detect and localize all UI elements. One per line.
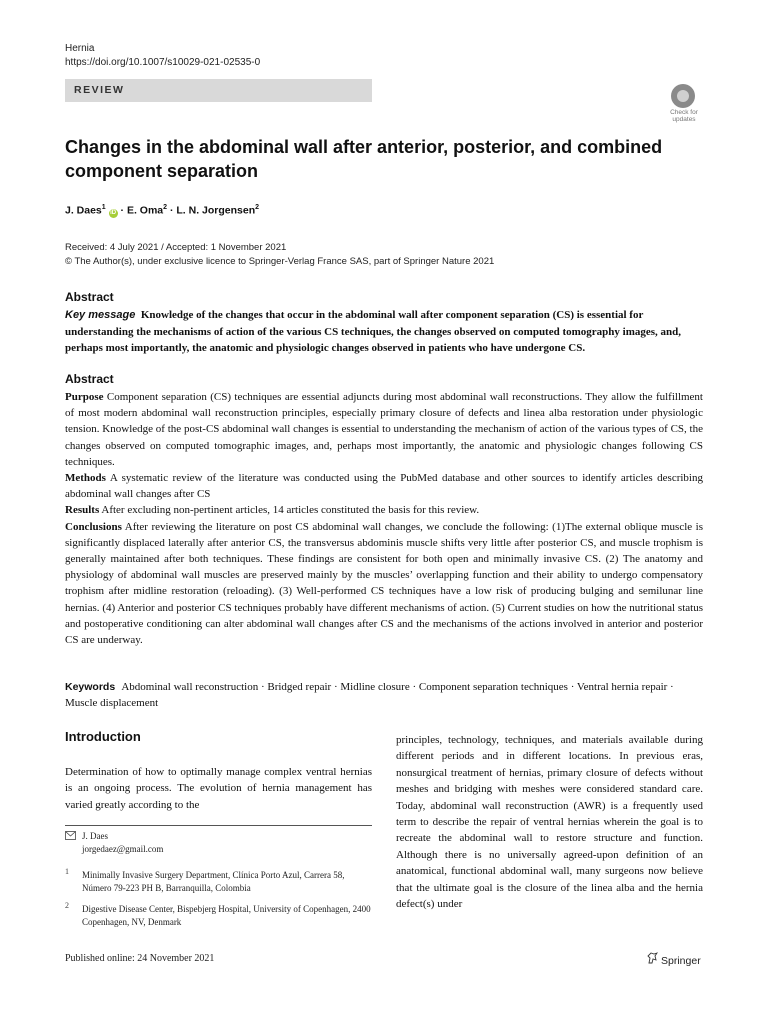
author-2[interactable]: · E. Oma xyxy=(117,204,164,217)
keywords-section xyxy=(65,679,705,711)
badge-line-1: Check for xyxy=(670,109,698,116)
introduction-heading: Introduction xyxy=(65,729,141,744)
article-type-label: REVIEW xyxy=(74,84,125,96)
received-accepted: Received: 4 July 2021 / Accepted: 1 November 2021 xyxy=(65,242,287,253)
copyright-line: © The Author(s), under exclusive licence to Springer-Verlag France SAS, part of Springer Nature 2021 xyxy=(65,256,495,267)
author-1-affiliation: 1 xyxy=(101,204,106,211)
results-text: After excluding non-pertinent articles, 14 articles constituted the basis for this review. xyxy=(101,504,480,517)
publisher-logo xyxy=(647,952,701,967)
affiliation-1-mark: 1 xyxy=(65,867,69,876)
affiliation-1: Minimally Invasive Surgery Department, Clínica Porto Azul, Carrera 58, Número 79-223 PH B, Barranquilla, Colombia xyxy=(82,870,345,893)
key-message-text: Knowledge of the changes that occur in the abdominal wall after component separation (CS) is essential for understanding the mechanisms of action of the various CS techniques, the changes observed on computed tomography images, and, perhaps most importantly, the anatomic and physiologic changes observed in patients who have undergone CS. xyxy=(65,309,682,354)
abstract-heading: Abstract xyxy=(65,290,114,304)
introduction-right-column: principles, technology, techniques, and materials available during different periods and in different locations. In previous eras, nonsurgical treatment of hernias, primary closure of defects without meshes and bridging with meshes were considered standard care. Today, abdominal wall reconstruction (AWR) is a frequently used term to describe the repair of ventral hernias wherein the goal is to recreate the abdominal wall to restore structure and function. Although there is no universally agreed-upon definition of an anatomical, functional abdominal wall, many surgeons now believe that the ultimate goal is the closure of the linea alba and the hernia defect(s) under xyxy=(396,734,703,911)
affiliation-2: Digestive Disease Center, Bispebjerg Hospital, University of Copenhagen, 2400 Copenhagen, NV, Denmark xyxy=(82,904,371,927)
author-3-affiliation: 2 xyxy=(255,204,260,211)
corresponding-name: J. Daes xyxy=(82,831,108,841)
key-message xyxy=(65,307,703,357)
check-for-updates-badge[interactable] xyxy=(664,84,704,124)
purpose-label: Purpose xyxy=(65,391,104,403)
keywords-text: Abdominal wall reconstruction · Bridged repair · Midline closure · Component separation techniques · Ventral hernia repair · Muscle displacement xyxy=(65,681,674,709)
publisher-name: Springer xyxy=(661,955,701,967)
springer-horse-icon xyxy=(647,952,658,967)
author-list xyxy=(65,204,259,218)
abstract-body xyxy=(65,389,703,648)
doi-link[interactable]: https://doi.org/10.1007/s10029-021-02535-0 xyxy=(65,57,261,68)
conclusions-label: Conclusions xyxy=(65,520,122,533)
purpose-text: Component separation (CS) techniques are essential adjuncts during most abdominal wall reconstructions. They allow the fulfillment of most modern abdominal wall reconstruction principles, especially primary closure of defects and linea alba restoration under physiologic tension. Knowledge of the post-CS abdominal wall changes is essential to understanding the mechanism of action of the various types of CS, the changes observed on computed tomographic images, and, perhaps most importantly, the anatomic and physiologic changes following CS techniques. xyxy=(65,391,703,468)
badge-line-2: updates xyxy=(672,116,696,123)
key-message-label: Key message xyxy=(65,309,136,321)
abstract-results xyxy=(65,502,703,518)
check-updates-icon xyxy=(671,84,695,108)
author-3[interactable]: · L. N. Jorgensen xyxy=(167,204,256,217)
orcid-icon[interactable]: iD xyxy=(110,209,117,216)
keywords-label: Keywords xyxy=(65,681,116,693)
methods-text: A systematic review of the literature was conducted using the PubMed database and other sources to identify articles describing abdominal wall changes after CS xyxy=(65,472,703,501)
introduction-left-column: Determination of how to optimally manage complex ventral hernias is an ongoing process. The evolution of hernia management has varied greatly according to the xyxy=(65,766,372,811)
author-2-affiliation: 2 xyxy=(163,204,168,211)
abstract-conclusions xyxy=(65,519,703,649)
footnote-divider xyxy=(65,825,372,826)
mail-icon xyxy=(65,831,76,844)
results-label: Results xyxy=(65,504,100,517)
publication-dates xyxy=(65,241,494,269)
abstract-purpose xyxy=(65,389,703,470)
published-online: Published online: 24 November 2021 xyxy=(65,953,215,964)
methods-label: Methods xyxy=(65,472,106,485)
abstract-methods xyxy=(65,470,703,502)
author-1[interactable]: J. Daes xyxy=(65,204,102,217)
journal-header xyxy=(65,42,260,70)
journal-name: Hernia xyxy=(65,43,95,54)
article-title: Changes in the abdominal wall after anterior, posterior, and combined component separation xyxy=(65,137,663,181)
corresponding-email[interactable]: jorgedaez@gmail.com xyxy=(82,844,164,854)
corresponding-author xyxy=(82,830,372,856)
abstract-heading-2: Abstract xyxy=(65,372,114,386)
affiliation-2-mark: 2 xyxy=(65,901,69,910)
conclusions-text: After reviewing the literature on post CS abdominal wall changes, we conclude the following: (1)The external oblique muscle is significantly displaced laterally after anterior CS, the transversus abdominis muscle shifts very little after posterior CS, and muscle trophism is generally maintained after both techniques. These findings are consistent for both open and minimally invasive CS. (2) The anatomy and physiology of abdominal wall muscles are preserved mainly by the muscles’ overlapping function and their ability to undergo compensatory trophism after midline restoration (reloading). (3) Well-performed CS techniques have a low risk of producing bulging and semilunar line hernias. (4) Anterior and posterior CS techniques probably have different mechanisms of action. (5) Current studies on how the nutritional status and postoperative conditioning can alter abdominal wall changes after CS and the mechanisms of the actions involved in anterior and posterior CS are underway. xyxy=(65,520,703,647)
